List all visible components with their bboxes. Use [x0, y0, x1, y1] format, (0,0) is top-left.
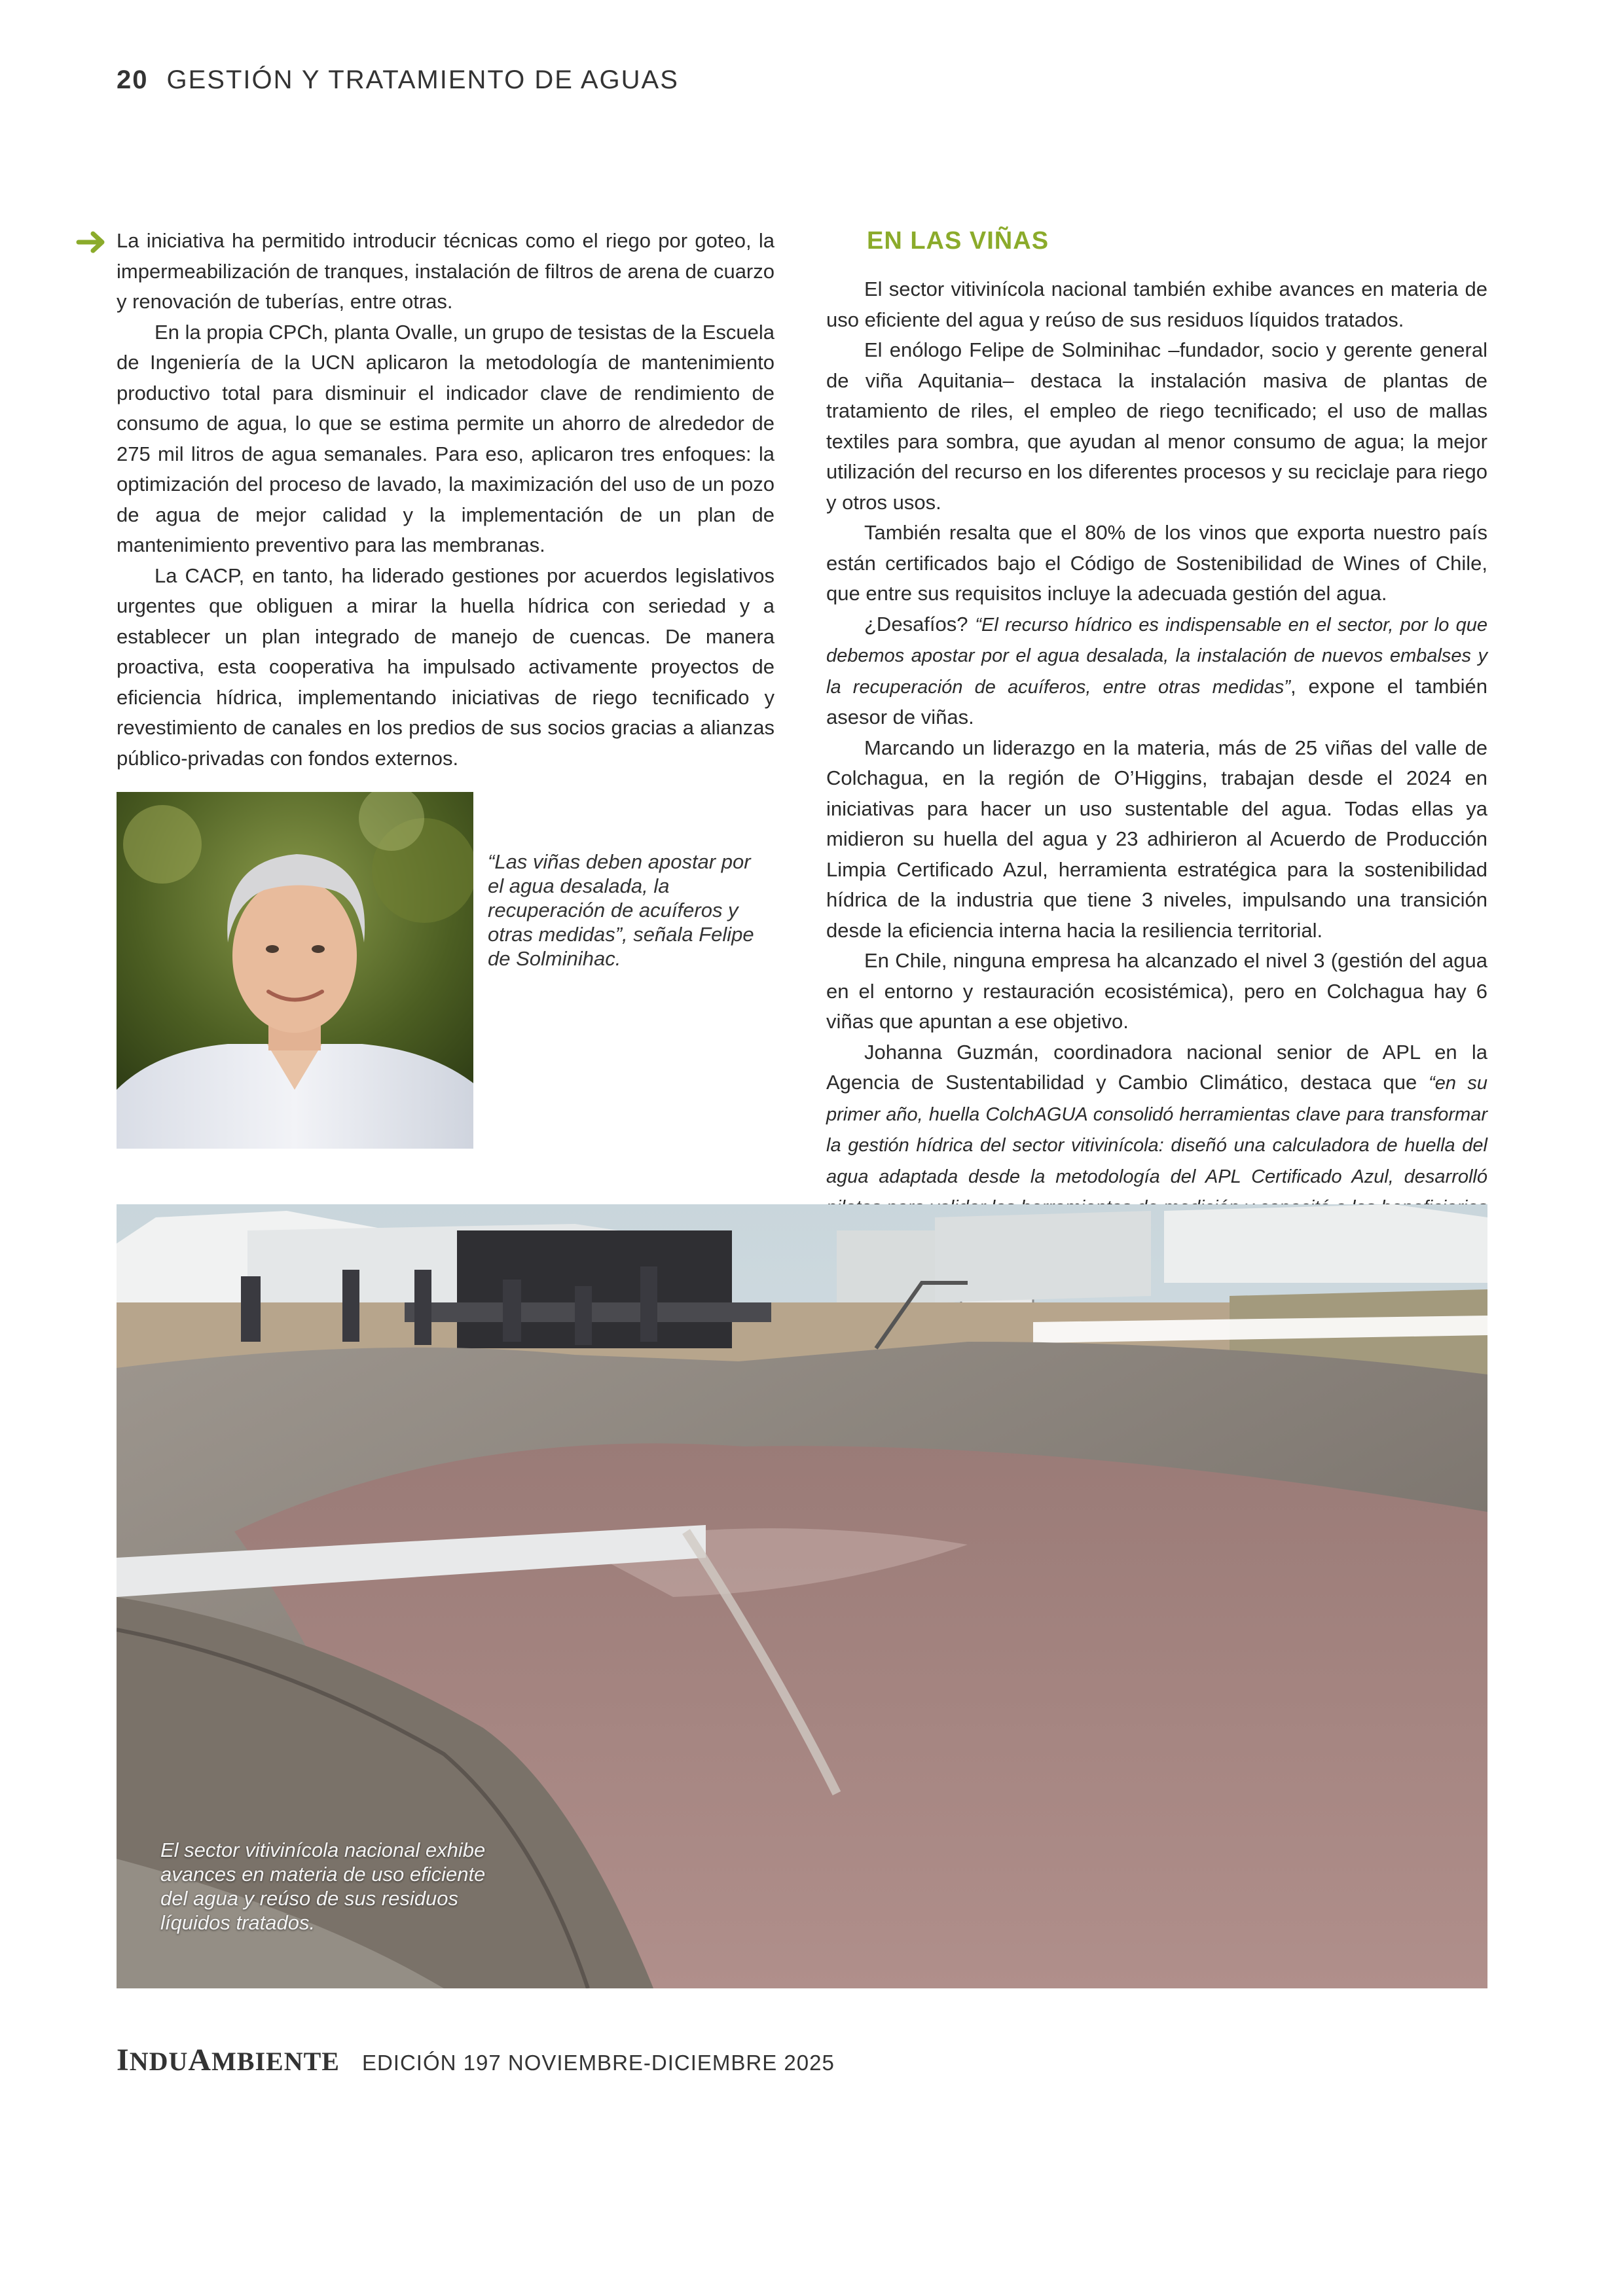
left-paragraph-1: La iniciativa ha permitido introducir técnicas como el riego por goteo, la impermeabilización de tranques, instalación de filtros de arena de cuarzo y renovación de tuberías, entre otras.	[117, 229, 775, 313]
continuation-arrow-icon	[76, 230, 109, 254]
portrait-illustration	[117, 792, 473, 1149]
challenge-quote: “El recurso hídrico es indispensable en el sector, por lo que debemos apostar por el agua desalada, la instalación de nuevos embalses y la recuperación de acuíferos, entre otras medidas”	[826, 614, 1487, 698]
right-paragraph-5: Marcando un liderazgo en la materia, más de 25 viñas del valle de Colchagua, en la región de O’Higgins, trabajan desde el 2024 en iniciativas para hacer un uso sustentable del agua. Todas ellas ya midieron su huella del agua y 23 adhirieron al Acuerdo de Producción Limpia Certificado Azul, herramienta estratégica para la sostenibilidad hídrica de la industria que tiene 3 niveles, impulsando una transición desde la eficiencia interna hacia la resiliencia territorial.	[826, 736, 1487, 942]
photo-caption: El sector vitivinícola nacional exhibe avances en materia de uso eficiente del agua y reúso de sus residuos líquidos tratados.	[160, 1839, 486, 1934]
right-paragraph-3: También resalta que el 80% de los vinos que exporta nuestro país están certificados bajo el Código de Sostenibilidad de Wines of Chile, que entre sus requisitos incluye la adecuada gestión del agua.	[826, 521, 1487, 605]
section-title: GESTIÓN Y TRATAMIENTO DE AGUAS	[166, 65, 679, 94]
right-paragraph-6: En Chile, ninguna empresa ha alcanzado el nivel 3 (gestión del agua en el entorno y restauración ecosistémica), pero en Colchagua hay 6 viñas que apuntan a ese objetivo.	[826, 949, 1487, 1033]
guzman-quote: “en su primer año, huella ColchAGUA consolidó herramientas clave para transformar la gestión hídrica del sector vitivinícola: diseñó una calculadora de huella del agua adaptada desde la metodología del APL Certificado Azul, desarrolló	[826, 1073, 1487, 1187]
challenge-tail: , expone el también asesor de viñas.	[826, 674, 1487, 728]
page-header	[117, 65, 679, 95]
portrait-caption: “Las viñas deben apostar por el agua desalada, la recuperación de acuíferos y otras medidas”, señala Felipe de Solminihac.	[488, 850, 754, 970]
guzman-lead: Johanna Guzmán, coordinadora nacional senior de APL en la Agencia de Sustentabilidad y Cambio Climático, destaca que	[826, 1040, 1487, 1094]
edition-info: EDICIÓN 197 NOVIEMBRE-DICIEMBRE 2025	[361, 2051, 835, 2075]
right-paragraph-2: El enólogo Felipe de Solminihac –fundador, socio y gerente general de viña Aquitania– destaca la instalación masiva de plantas de tratamiento de riles, el empleo de riego tecnificado; el uso de mallas textiles para sombra, que ayudan al menor consumo de agua; la mejor utilización del recurso en los diferentes procesos y su reciclaje para riego y otros usos.	[826, 338, 1487, 514]
right-column	[826, 226, 1487, 1254]
portrait-photo	[117, 792, 473, 1149]
magazine-brand-logo: INDUAMBIENTE	[117, 2043, 340, 2077]
left-paragraph-3: La CACP, en tanto, ha liderado gestiones por acuerdos legislativos urgentes que obliguen a mirar la huella hídrica con seriedad y a establecer un plan integrado de manejo de cuencas. De manera proactiva, esta cooperativa ha impulsado activamente proyectos de eficiencia hídrica, implementando iniciativas de riego tecnificado y revestimiento de canales en los predios de sus socios gracias a alianzas público-privadas con fondos externos.	[117, 564, 775, 770]
challenge-lead: ¿Desafíos?	[864, 612, 976, 636]
right-paragraph-4	[826, 609, 1487, 733]
section-heading: EN LAS VIÑAS	[867, 227, 1049, 255]
right-paragraph-1: El sector vitivinícola nacional también exhibe avances en materia de uso eficiente del agua y reúso de sus residuos líquidos tratados.	[826, 278, 1487, 331]
page-number: 20	[117, 65, 149, 94]
page-footer	[117, 2042, 835, 2078]
left-paragraph-2: En la propia CPCh, planta Ovalle, un grupo de tesistas de la Escuela de Ingeniería de la UCN aplicaron la metodología de mantenimiento productivo total para disminuir el indicador clave de rendimiento de consumo de agua, lo que se estima permite un ahorro de alrededor de 275 mil litros de agua semanales. Para eso, aplicaron tres enfoques: la optimización del proceso de lavado, la maximización del uso de un pozo de agua de mejor calidad y la implementación de un plan de mantenimiento preventivo para las membranas.	[117, 320, 775, 556]
left-column	[117, 226, 775, 774]
